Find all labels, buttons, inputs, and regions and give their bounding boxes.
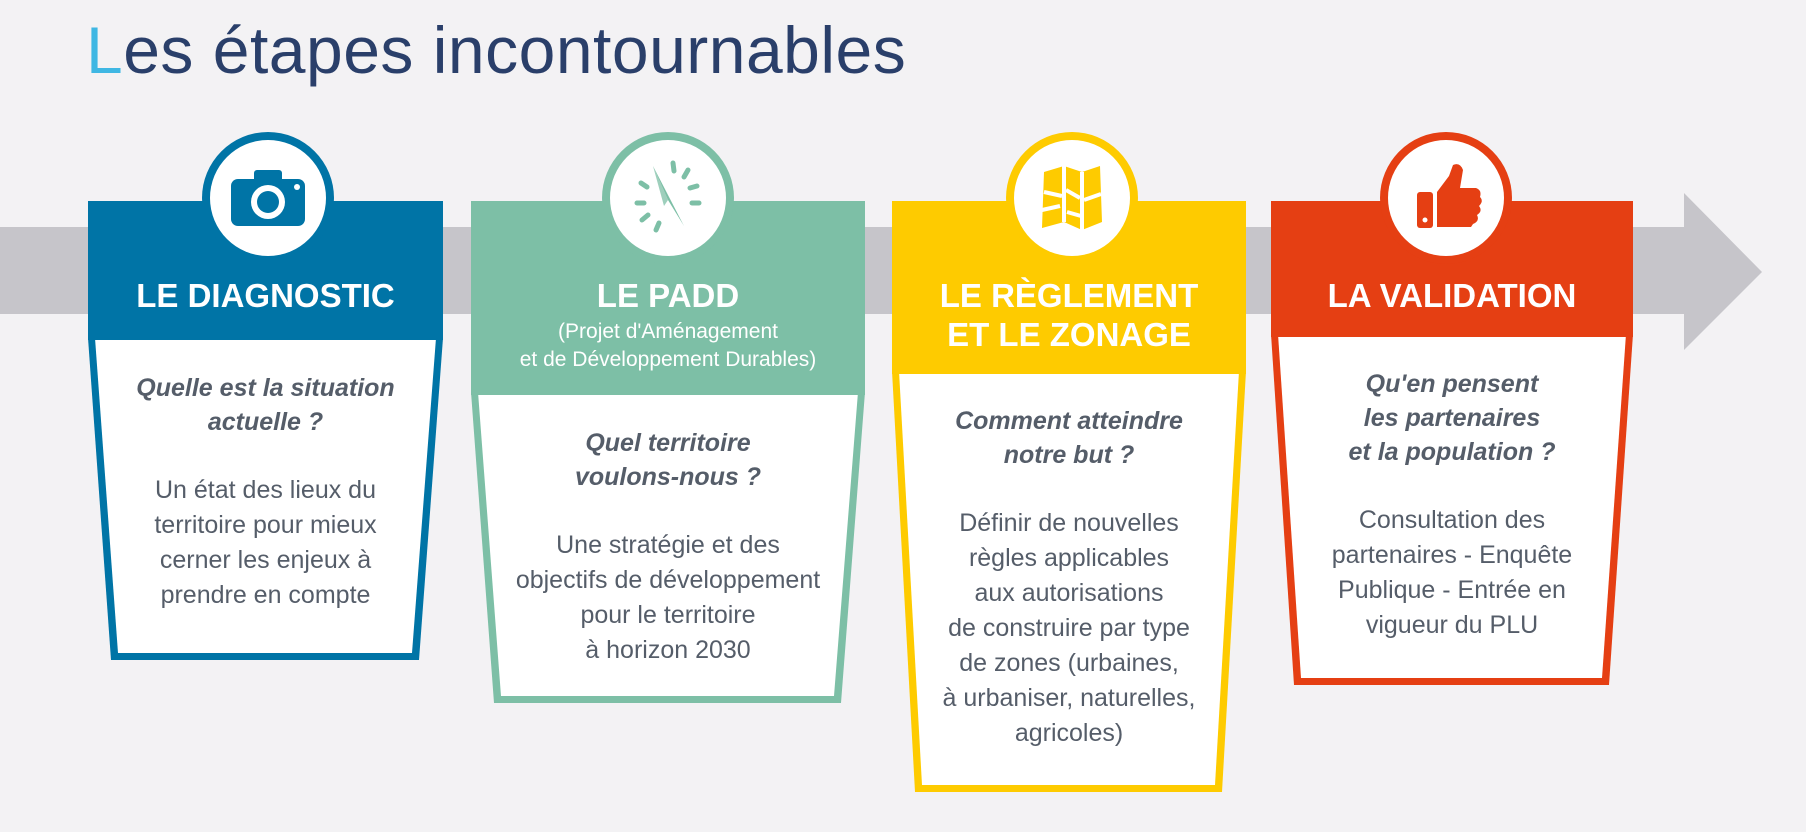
map-icon — [1042, 166, 1102, 230]
step-title: LE RÈGLEMENT ET LE ZONAGE — [939, 277, 1199, 353]
step-diagnostic — [88, 0, 443, 832]
step-body-text — [471, 426, 865, 668]
step-header-text — [471, 276, 865, 374]
step-validation — [1271, 0, 1633, 832]
step-padd — [471, 0, 865, 832]
step-title: LE DIAGNOSTIC — [136, 277, 395, 314]
step-question: Qu'en pensent les partenaires et la population ? — [1348, 370, 1556, 466]
step-body-text — [892, 404, 1246, 751]
step-title: LE PADD — [596, 277, 740, 314]
step-header-text — [1271, 276, 1633, 315]
step-question: Comment atteindre notre but ? — [955, 407, 1183, 469]
title-text: es étapes incontournables — [123, 13, 907, 87]
step-title: LA VALIDATION — [1327, 277, 1577, 314]
step-question: Quel territoire voulons-nous ? — [574, 429, 762, 491]
title-accent-letter: L — [86, 13, 124, 87]
step-description: Un état des lieux du territoire pour mieux cerner les enjeux à prendre en compte — [154, 476, 377, 609]
step-body-text — [1271, 367, 1633, 643]
step-description: Consultation des partenaires - Enquête Publique - Entrée en vigueur du PLU — [1331, 506, 1573, 639]
step-header-text — [88, 276, 443, 315]
step-padd-frame — [471, 0, 865, 832]
step-description: Une stratégie et des objectifs de développement pour le territoire à horizon 2030 — [515, 531, 821, 664]
step-reglement — [892, 0, 1246, 832]
step-subtitle: (Projet d'Aménagement et de Développement Durables) — [519, 320, 817, 371]
step-question: Quelle est la situation actuelle ? — [136, 374, 395, 436]
step-description: Définir de nouvelles règles applicables aux autorisations de construire par type de zones (urbaines, à urbaniser, naturelles, agricoles) — [942, 509, 1196, 747]
step-body-text — [88, 371, 443, 613]
step-header-text — [892, 276, 1246, 354]
